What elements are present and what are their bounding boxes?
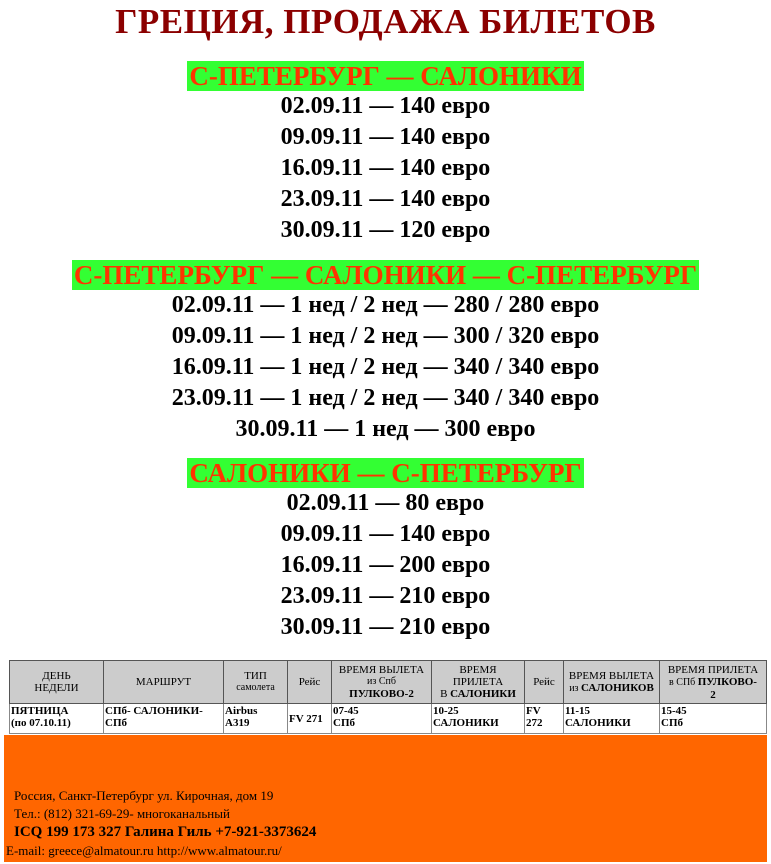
header-dep-sal-line2 bbox=[566, 682, 657, 695]
price-line: 30.09.11 — 1 нед — 300 евро bbox=[235, 416, 536, 442]
contact-email-website[interactable]: E-mail: greece@almatour.ru http://www.almatour.ru/ bbox=[6, 843, 282, 858]
route-heading-spb-saloniki: С-ПЕТЕРБУРГ — САЛОНИКИ bbox=[189, 61, 582, 91]
header-dep-spb-line3: ПУЛКОВО-2 bbox=[349, 688, 414, 700]
section-spb-saloniki bbox=[0, 61, 771, 246]
header-arr-spb-prefix: в СПб bbox=[669, 676, 698, 688]
header-dep-sal-city: САЛОНИКОВ bbox=[581, 681, 654, 694]
header-arr-sal-line3 bbox=[434, 688, 522, 700]
cell-flight-back-line1: FV bbox=[526, 705, 541, 717]
header-arr-spb-line1: ВРЕМЯ ПРИЛЕТА bbox=[667, 663, 759, 676]
header-arr-spb-line3: 2 bbox=[710, 688, 716, 701]
price-line: 23.09.11 — 210 евро bbox=[280, 583, 491, 609]
header-type-line1: ТИП bbox=[244, 670, 267, 682]
cell-departure-saloniki bbox=[564, 704, 660, 734]
cell-dep-place: СПб bbox=[333, 717, 355, 729]
price-line: 09.09.11 — 140 евро bbox=[280, 124, 491, 150]
cell-route bbox=[104, 704, 224, 734]
price-line: 16.09.11 — 140 евро bbox=[280, 155, 491, 181]
cell-flight-out bbox=[288, 704, 332, 734]
header-type bbox=[224, 661, 288, 704]
header-day-line1: ДЕНЬ bbox=[42, 670, 71, 682]
route-heading-saloniki-spb: САЛОНИКИ — С-ПЕТЕРБУРГ bbox=[189, 458, 582, 488]
price-line: 02.09.11 — 80 евро bbox=[286, 490, 485, 516]
header-arr-sal-line1: ВРЕМЯ bbox=[459, 664, 497, 676]
header-flight-out: Рейс bbox=[288, 661, 332, 704]
cell-arr-time: 10-25 bbox=[433, 705, 459, 717]
cell-flight-back bbox=[525, 704, 564, 734]
header-departure-spb bbox=[332, 661, 432, 704]
header-dep-spb-line2: из Спб bbox=[367, 676, 396, 687]
route-heading-round-trip: С-ПЕТЕРБУРГ — САЛОНИКИ — С-ПЕТЕРБУРГ bbox=[73, 260, 698, 290]
header-dep-spb-line1: ВРЕМЯ ВЫЛЕТА bbox=[338, 664, 425, 676]
price-line: 09.09.11 — 1 нед / 2 нед — 300 / 320 евро bbox=[171, 323, 600, 349]
flight-schedule-table bbox=[9, 660, 767, 734]
price-line: 16.09.11 — 200 евро bbox=[280, 552, 491, 578]
cell-arr-place: САЛОНИКИ bbox=[433, 717, 499, 729]
cell-dep2-place: САЛОНИКИ bbox=[565, 717, 631, 729]
header-type-line2: самолета bbox=[236, 682, 275, 693]
cell-flight-out-number: FV 271 bbox=[289, 713, 323, 725]
section-spb-saloniki-spb bbox=[0, 260, 771, 445]
header-arr-spb-airport: ПУЛКОВО- bbox=[697, 675, 757, 688]
contact-address: Россия, Санкт-Петербург ул. Кирочная, дом 19 bbox=[14, 788, 274, 803]
price-line: 23.09.11 — 1 нед / 2 нед — 340 / 340 евро bbox=[171, 385, 600, 411]
table-row bbox=[10, 704, 767, 734]
contact-icq: ICQ 199 173 327 Галина Гиль +7-921-3373624 bbox=[14, 824, 317, 840]
header-arr-sal-line2: ПРИЛЕТА bbox=[452, 676, 504, 688]
header-day-line2: НЕДЕЛИ bbox=[34, 682, 79, 694]
cell-day-name: ПЯТНИЦА bbox=[11, 705, 69, 717]
cell-arr2-time: 15-45 bbox=[661, 705, 687, 717]
price-line: 09.09.11 — 140 евро bbox=[280, 521, 491, 547]
price-line: 02.09.11 — 140 евро bbox=[280, 93, 491, 119]
cell-type-line1: Airbus bbox=[225, 705, 258, 717]
header-dep-sal-prefix: из bbox=[569, 682, 581, 694]
page-title: ГРЕЦИЯ, ПРОДАЖА БИЛЕТОВ bbox=[115, 2, 656, 41]
header-day bbox=[10, 661, 104, 704]
cell-arrival-spb bbox=[660, 704, 767, 734]
table-header-row bbox=[10, 661, 767, 704]
price-line: 02.09.11 — 1 нед / 2 нед — 280 / 280 евро bbox=[171, 292, 600, 318]
cell-arr2-place: СПб bbox=[661, 717, 683, 729]
price-line: 16.09.11 — 1 нед / 2 нед — 340 / 340 евро bbox=[171, 354, 600, 380]
cell-aircraft-type bbox=[224, 704, 288, 734]
cell-day-note: (по 07.10.11) bbox=[11, 717, 71, 729]
contact-phone: Тел.: (812) 321-69-29- многоканальный bbox=[14, 806, 230, 821]
cell-arrival-saloniki bbox=[432, 704, 525, 734]
cell-route-line2: СПб bbox=[105, 717, 127, 729]
header-flight-back: Рейс bbox=[525, 661, 564, 704]
cell-flight-back-line2: 272 bbox=[526, 717, 543, 729]
cell-route-line1: СПб- САЛОНИКИ- bbox=[105, 705, 203, 717]
cell-departure-spb bbox=[332, 704, 432, 734]
price-line: 23.09.11 — 140 евро bbox=[280, 186, 491, 212]
header-arrival-spb bbox=[660, 661, 767, 704]
header-dep-sal-line1: ВРЕМЯ ВЫЛЕТА bbox=[568, 669, 655, 682]
price-line: 30.09.11 — 210 евро bbox=[280, 614, 491, 640]
header-arrival-saloniki bbox=[432, 661, 525, 704]
cell-dep2-time: 11-15 bbox=[565, 705, 591, 717]
cell-day bbox=[10, 704, 104, 734]
price-line: 30.09.11 — 120 евро bbox=[280, 217, 491, 243]
section-saloniki-spb bbox=[0, 458, 771, 643]
header-arr-spb-line2 bbox=[662, 676, 764, 689]
header-departure-saloniki bbox=[564, 661, 660, 704]
header-route: МАРШРУТ bbox=[104, 661, 224, 704]
cell-type-line2: A319 bbox=[225, 717, 250, 729]
header-arr-sal-city: САЛОНИКИ bbox=[450, 688, 516, 700]
cell-dep-time: 07-45 bbox=[333, 705, 359, 717]
header-arr-sal-prefix: В bbox=[440, 688, 451, 700]
